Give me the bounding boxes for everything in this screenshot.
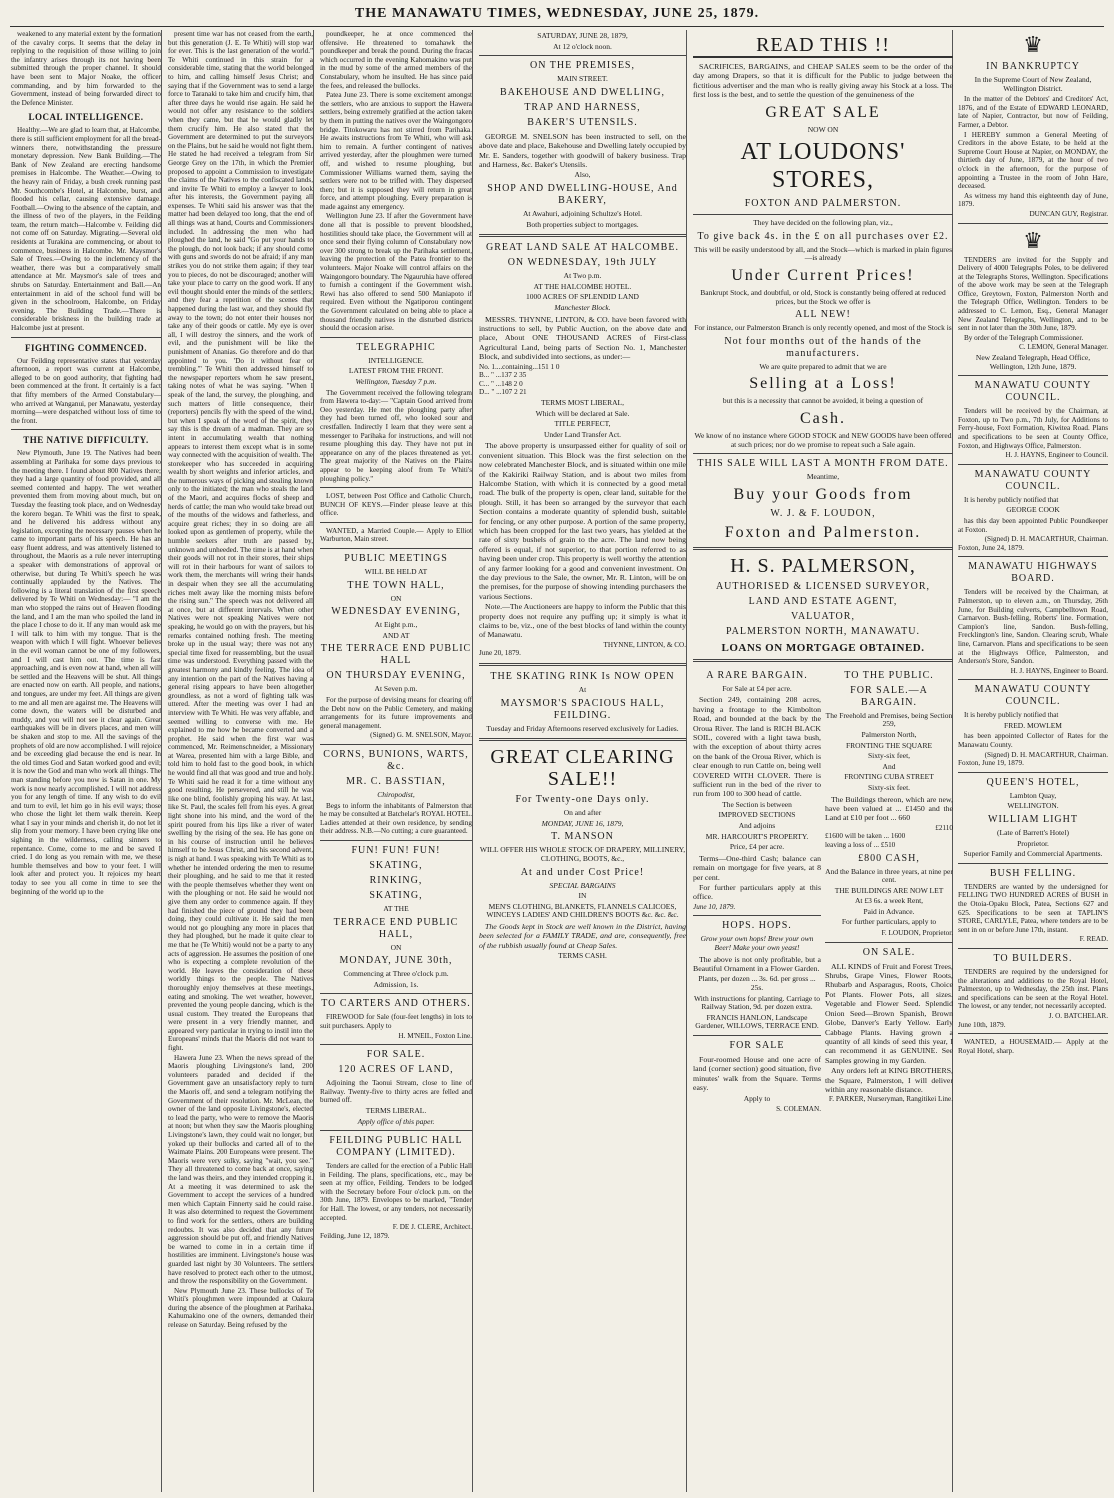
ad-line: Tuesday and Friday Afternoons reserved exclusively for Ladies. <box>486 723 679 733</box>
ad-text: Terms—One-third Cash; balance can remain on mortgage for five years, at 8 per cent. <box>693 853 821 882</box>
divider <box>479 234 686 237</box>
ad-line: Proprietor. <box>1017 838 1049 848</box>
divider <box>958 863 1108 864</box>
ad-signature: H. J. HAYNS, Engineer to Council. <box>1005 451 1108 460</box>
ad-line: Buy your Goods from <box>733 485 913 503</box>
ad-line: Selling at a Loss! <box>749 375 897 393</box>
masthead: THE MANAWATU TIMES, WEDNESDAY, JUNE 25, 1879. <box>10 4 1104 27</box>
ad-line: VALUATOR, <box>791 610 855 622</box>
feilding-hall-heading: FEILDING PUBLIC HALL COMPANY (LIMITED). <box>329 1135 463 1159</box>
divider <box>693 659 953 662</box>
ad-line: Meantime, <box>806 472 840 482</box>
ad-signature: S. COLEMAN. <box>776 1105 821 1114</box>
split-right <box>825 667 953 1114</box>
wanted-housemaid-ad: WANTED, a HOUSEMAID.— Apply at the Royal Hotel, sharp. <box>958 1038 1108 1055</box>
corns-heading: CORNS, BUNIONS, WARTS, &c. <box>323 749 469 772</box>
hops-heading: HOPS. HOPS. <box>722 920 792 932</box>
ad-text: The Buildings thereon, which are new, have been valued at ... £1450 and the Land at £10 per foot ... 660 <box>825 794 953 823</box>
ad-line: FRONTING CUBA STREET <box>844 772 934 782</box>
ad-line: PALMERSTON NORTH, MANAWATU. <box>726 625 920 637</box>
ad-line: W. J. & F. LOUDON, <box>770 507 876 519</box>
ad-line: ON <box>390 942 402 952</box>
ad-line: MAYSMOR'S SPACIOUS HALL, FEILDING. <box>500 697 665 721</box>
divider <box>479 55 686 56</box>
ad-text: Any orders left at KING BROTHERS, the Square, Palmerston, I will deliver within any reasonable distance. <box>825 1066 953 1094</box>
ad-line: They have decided on the following plan, viz., <box>753 218 893 228</box>
ad-date: June 20, 1879. <box>479 649 521 658</box>
ad-line: For Twenty-one Days only. <box>515 794 650 806</box>
local-intelligence-text: Healthy.—We are glad to learn that, at Halcombe, there is still sufficient employment for all the bread-winners there, notwithstanding the pressure monetary depression. New Bank Building.—The Bank of New Zealand are erecting handsome premises in Halcombe. The Weather.—Owing to the heavy rain of Friday, a bush creek running past Mr. Southcombe's Hotel, at Halcombe, burst, and flooded his cellar, causing extensive damage. Football.—Owing to the absence of the captain, and the illness of two of the players, in the Feilding team, the return match—Halcombe v. Feilding did not come off on Saturday. Migrating.—Several old residents at Turakina are commencing, or about to commence, business in Halcombe. Mr. Maysmor's Sale of Trees.—Owing to the inclemency of the weather, there was but a comparatively small attendance at Mr. Maysmor's sale of trees and shrubs on Saturday. Entertainment and Ball.—An entertainment in aid of the school fund will be given in the schoolroom, Halcombe, on Friday evening. The Building Trade.—There is considerable briskness in the building trade at Halcombe just at present. <box>11 126 161 332</box>
column-1 <box>8 30 164 1492</box>
ad-line: At and under Cost Price! <box>520 866 645 878</box>
ad-line: Foxton and Palmerston. <box>724 523 922 541</box>
ad-line: MEN'S CLOTHING, BLANKETS, FLANNELS CALICOES, WINCEYS LADIES' AND CHILDREN'S BOOTS &c. &c. &c. <box>486 901 679 920</box>
ad-line: Apply to <box>743 1093 771 1103</box>
ad-line: IMPROVED SECTIONS <box>718 810 796 820</box>
ad-signature: THYNNE, LINTON, & CO. <box>603 640 686 649</box>
ad-line: At Seven p.m. <box>374 684 418 694</box>
ad-date: Feilding, June 12, 1879. <box>320 1231 390 1240</box>
divider <box>958 772 1108 773</box>
ad-line: Grow your own hops! Brew your own Beer! Make your own yeast! <box>700 934 814 952</box>
divider <box>958 1033 1108 1034</box>
ad-line: Apply office of this paper. <box>357 1116 435 1126</box>
ad-line: The Freehold and Premises, being Section 259, <box>825 710 953 729</box>
ad-text: Four-roomed House and one acre of land (corner section) good situation, five minutes' walk from the Square. Terms easy. <box>693 1054 821 1093</box>
ad-text: For the purpose of devising means for clearing off the Debt now on the Public Cemetery, and making arrangements for its future improvements and general management. <box>320 696 472 730</box>
telegraphic-text: The Government received the following telegram from Hawera to-day:— "Captain Good arrived from Oeo yesterday. He met the ploughing party after they had been turned off, who looked sour and crestfallen. Indirectly I learn that they were sent a messenger to Parihaka for instructions, and will not resume ploughing this day. They have not put in appearance on any of the places threatened as yet. The great majority of the Natives on the Plains appear to be keeping aloof from Te Whiti's ploughing policy." <box>320 388 472 483</box>
royal-crest-icon: ♛ <box>1023 227 1043 253</box>
ad-line: ON WEDNESDAY, 19th JULY <box>507 257 658 269</box>
ad-line: MAIN STREET. <box>557 74 608 84</box>
ad-line: AND AT <box>382 630 410 640</box>
native-difficulty-text: New Plymouth, June 19. The Natives had been assembling at Parihaka for some days previous to the meeting there. I found about 800 Natives there; they had a large quantity of food provided, and all seemed contented and happy. The wet weather prevented them from moving about much, but on Tuesday the feasting took place, and on Wednesday the korero began. Te Whiti was the first to speak, and he delivered his address without any legislation, excepting the necessary pauses when he came to important parts of his speech. He has an easy fluent address, and was attentively listened to throughout, the Maoris as a rule never interrupting a speaker with demonstrations of approval or otherwise, but during Te Whiti's speech he was continually applauded by the Natives. The following is a literal translation of the first speech delivered by Te Whiti on Wednesday:— "I am the man who stopped the rains out of Heaven flooding the land, and I am the man who spoiled the land in the place I chose to do it. If any man would ask me I will talk to him with my tongue. That is the weapon with which I will fight. Whoever believes in the evil woman cannot be one of my followers, and I will cast him out. The time is fast approaching, and is even now at hand, when all will be settled and the Heavens will be shut. All things are enacted now on earth. All people, and nations, and tongues, are under my feet. All things are given to me and all men are against me. The Heavens will come down, the waters will be disturbed and muddy, and you will not see it clear again. Great earthquakes will be in divers places, and men will be shaken and stop to me. All the savings of the prophets of old are now accomplished. I will rejoice and be exceeding glad because the end is near. In the old times God and Satan worked good and evil; it is now the God and man who work all things. The man standing before you now is Satan in one. My work is now nearly accomplished. I will not address you for any length of time. If any wish to do evil and turn to evil, let him go in his evil ways; those who chose the light let them walk therein. Keep what I say in your minds and cherish it, do not let it slip from your memory. I have been crying like one sighing in the wilderness, calling sinners to repentance. Come, come to me and be saved I cried. I do long as you remain with me, we these humble themselves and bow to your feet. I will look after and protect you. It rejoices my heart today to see you all come in time to see the beginning of the world up to the <box>11 449 161 896</box>
ad-line: Also, <box>574 170 591 180</box>
ad-line: Price, £4 per acre. <box>729 842 785 852</box>
divider <box>11 429 161 430</box>
ad-line: TERMS LIBERAL. <box>365 1105 427 1115</box>
for-sale-heading: FOR SALE. <box>366 1049 426 1061</box>
ad-line: TITLE PERFECT, <box>554 419 611 429</box>
ad-line: but this is a necessity that cannot be avoided, it being a question of <box>722 396 924 406</box>
ad-line: Cash. <box>800 409 846 427</box>
ad-line: AUTHORISED & LICENSED SURVEYOR, <box>715 580 931 592</box>
divider <box>693 214 953 215</box>
ad-text: Tenders will be received by the Chairman, at Foxton, up to Two p.m., 7th July, for Additions to Ferry-house, Foxt Formation, Kiwitea Road. Plans and specifications to be seen at County Office, Foxton, and Highways Office, Palmerston. <box>958 407 1108 450</box>
ad-text: As witness my hand this eighteenth day of June, 1879. <box>958 191 1108 209</box>
ad-line: FOXTON AND PALMERSTON. <box>744 198 902 210</box>
section-row: No. 1....containing...151 1 0 <box>479 362 560 371</box>
ad-line: With instructions for planting. Carriage to Railway Station, 9d. per dozen extra. <box>694 993 820 1012</box>
ad-text: Adjoining the Taonui Stream, close to line of Railway. Twenty-five to thirty acres are felled and burned off. <box>320 1079 472 1105</box>
fun-heading: FUN! FUN! FUN! <box>351 844 441 856</box>
ad-line: £800 CASH, <box>858 852 920 864</box>
ad-text: The above is not only profitable, but a Beautiful Ornament in a Flower Garden. <box>693 954 821 973</box>
divider <box>320 840 472 841</box>
ad-line: THE TERRACE END PUBLIC HALL <box>320 643 472 667</box>
ad-line: New Zealand Telegraph, Head Office, Wellington, 12th June, 1879. <box>975 353 1091 371</box>
divider <box>958 223 1108 224</box>
ad-line: THIS SALE WILL LAST A MONTH FROM DATE. <box>697 458 949 470</box>
ad-line: MR. C. BASSTIAN, <box>346 776 446 787</box>
divider <box>693 547 953 550</box>
ad-line: Chiropodist, <box>377 790 415 799</box>
hotel-heading: QUEEN'S HOTEL, <box>986 776 1080 788</box>
column-4 <box>476 30 689 1492</box>
telegraphic-heading: TELEGRAPHIC <box>356 341 436 353</box>
ad-text: For further particulars apply at this office. <box>693 883 821 902</box>
ad-line: Bankrupt Stock, and doubtful, or old, Stock is constantly being offered at reduced prices, but the Stock we offer is <box>700 288 946 306</box>
article-text: Patea June 23. There is some excitement amongst the settlers, who are anxious to support the Hawera settlers, being extremely gratified at the action taken by them in putting the natives over the Waingongoro bridge. Titokowaru has not stirred from Parihaka. He awaits instructions from Te Whiti, who will ask him to remain. A further contingent of natives arrived yesterday, after the ploughmen were turned off, and wished to resume ploughing, but Commissioner Williams warned them, saying the settlers were not to be trifled with. They dispersed then; but it is supposed they will return in great force, and attempt ploughing. Every preparation is made against any emergency. <box>320 91 472 211</box>
divider <box>958 948 1108 949</box>
ad-line: Superior Family and Commercial Apartments. <box>963 849 1103 859</box>
ad-line: IN <box>578 891 587 901</box>
divider <box>479 663 686 666</box>
ad-line: T. MANSON <box>551 831 614 843</box>
ad-line: At Awahuri, adjoining Schultze's Hotel. <box>523 209 642 218</box>
ad-text: ALL KINDS of Fruit and Forest Trees, Shrubs, Grape Vines, Flower Roots, Rhubarb and Asparagus, Roots, Choice Pot Plants. Flower Pots, all sizes. Vegetable and Flower Seed. Splendid Onion Seed—Brown Spanish, Brown Globe, Danver's Early Yellow. Early Cabbage Plants. Having grown a quantity of all kinds of seed this year, I can recommend it as GENUINE. See Samples growing in my Garden. <box>825 961 953 1065</box>
council-heading: MANAWATU COUNTY COUNCIL. <box>974 468 1092 492</box>
ad-line: TERMS MOST LIBERAL, <box>541 397 624 407</box>
divider <box>693 453 953 454</box>
ad-line: THE TOWN HALL, <box>347 579 445 591</box>
skating-rink-heading: THE SKATING RINK Is NOW OPEN <box>490 671 675 683</box>
ad-line: BAKER'S UTENSILS. <box>527 116 638 128</box>
ad-line: Which will be declared at Sale. <box>535 408 630 418</box>
ad-line: 120 ACRES OF LAND, <box>338 1064 454 1076</box>
lost-keys-ad: LOST, between Post Office and Catholic Church, BUNCH OF KEYS.—Finder please leave at this office. <box>320 492 472 518</box>
ad-line: Plants, per dozen ... 3s. 6d. per gross ... 25s. <box>698 974 816 992</box>
divider <box>958 556 1108 557</box>
ad-line: £1600 will be taken ... 1600 <box>825 832 906 841</box>
ad-line: THE BUILDINGS ARE NOW LET <box>834 885 944 895</box>
fighting-text: Our Feilding representative states that yesterday afternoon, a report was current at Halcombe, alleged to be on good authority, that fighting had been commenced at the front. It certainly is a fact that fifty members of the Armed Constabulary—who arrived at Wanganui, per Manawatu, yesterday morning—were despatched without loss of time to the front. <box>11 356 161 425</box>
ad-line: BAKEHOUSE AND DWELLING, <box>500 86 665 98</box>
ad-line: 1000 ACRES OF SPLENDID LAND <box>526 292 639 302</box>
ad-text: I HEREBY summon a General Meeting of Creditors in the above Estate, to be held at the Supreme Court House at Napier, on MONDAY, the thirtieth day of June, 1879, at the hour of two o'clock in the afternoon, for the purpose of appointing a Trustee in the room of John Hare, deceased. <box>958 130 1108 191</box>
ad-line: SKATING, <box>369 859 423 871</box>
ad-text: It is hereby publicly notified that <box>964 711 1059 720</box>
ad-line: For instance, our Palmerston Branch is only recently opened, and most of the Stock is <box>694 323 952 333</box>
divider <box>320 487 472 488</box>
read-this-heading: READ THIS !! <box>693 34 953 58</box>
ad-line: And adjoins <box>738 821 776 830</box>
ad-line: SATURDAY, JUNE 28, 1879, <box>537 31 628 40</box>
ad-line: The Section is between <box>722 799 792 809</box>
ad-line: FRED. MOWLEM <box>1004 720 1062 730</box>
ad-text: Note.—The Auctioneers are happy to inform the Public that this property does not require any puffing up; it simply is what it claims to be, viz., one of the best blocks of land within the county of Manawatu. <box>479 602 686 640</box>
native-difficulty-heading: THE NATIVE DIFFICULTY. <box>23 435 149 446</box>
council-heading: MANAWATU COUNTY COUNCIL. <box>974 684 1092 708</box>
ad-text: The Goods kept in Stock are well known in the District, having been selected for a FAMILY TRADE, and are, consequently, free of the rubbish usually found at Cheap Sales. <box>479 922 686 950</box>
ad-text: It is hereby publicly notified that <box>964 495 1059 504</box>
ad-date: June 10, 1879. <box>693 902 736 911</box>
ad-line: Sixty-six feet, <box>867 751 911 761</box>
divider <box>958 679 1108 680</box>
ad-line: £2110 <box>935 823 953 832</box>
public-meetings-heading: PUBLIC MEETINGS <box>344 553 448 565</box>
ad-signature: F. READ. <box>1079 935 1108 944</box>
ad-line: WILLIAM LIGHT <box>988 814 1078 826</box>
divider <box>320 522 472 523</box>
on-sale-heading: ON SALE. <box>862 946 916 958</box>
council-heading: MANAWATU COUNTY COUNCIL. <box>974 380 1092 404</box>
divider <box>693 915 821 916</box>
ad-text: TENDERS are invited for the Supply and Delivery of 4000 Telegraphs Poles, to be delivered at the Telegraphs Stores, Wellington. Specifications of the above work may be seen at the Telegraph Office, Greytown, Foxton, Palmerston North and the Telegraph Office, Wellington. Tenders to be addressed to C. Lemon, Esq., General Manager New Zealand Telegraphs, Wellington, and to be sent in not later than the 30th June, 1879. <box>958 255 1108 333</box>
ad-line: AT THE HALCOMBE HOTEL. <box>533 281 632 291</box>
ad-text: By order of the Telegraph Commissioner. <box>964 333 1084 342</box>
ad-line: This will be easily understood by all, and the Stock—which is marked in plain figures—is already <box>693 244 953 263</box>
ad-line: NOW ON <box>807 124 839 134</box>
divider <box>958 375 1108 376</box>
article-text: present time war has not ceased from the earth, but this generation (J. E. Te Whiti) will stop war for ever. This is the last generation of the world." Te Whiti continued in this strain for a considerable time, stating that the world belonged to him, and calling himself Jesus Christ; and saying that if the Government was to send a large force to Taranaki to take him and crucify him, that after three days he would rise again. He said he would not offer any resistance to the soldiers when they came, but that he would gladly let them crucify him. He also stated that the Government are determined to put the surveyors on the Plains, but he said he would not fight them. He stated he had received a telegram from Sir George Grey on the 17th, in which the Premier proposed to appoint a Commission to investigate the claims of the Natives to the confiscated lands, and invite Te Whiti to employ a lawyer to look after his interests, the Government paying all expenses. Te Whiti said his answer was that the matter had been delayed too long, that the end of all things was at hand, Courts and Commissioners included. In addressing the men who had ploughed the land, he said "Go put your hands to the plough, do not look back; if any should come with guns and swords do not be afraid; if any man strikes you do not strike them again; if they tear you to pieces, do not be discouraged; another will take your place to carry on the good work. If any evil thought should enter the minds of the settlers; and they fear a repetition of the scenes that happened during the last war, and they should fly away to the town; do not enter their houses nor take any of their goods or cattle. My eye is over all, I will destroy the sinners, and the work of evil, and the punishment will be like the punishment of Ananias. Go therefore and do that appointed to you. 'Do it without fear or trembling.'" Te Whiti then addressed himself to the newspaper reporters whom he saw present, taking notes of what he was saying. "When I speak of the land, the survey, the ploughing, and such matters of little consequence, their (reporters) pencils fly with the speed of the wind, but when I speak of the word of the spirit, they say this is the dream of a madman. They are so intent in accumulating wealth that nothing appears to interest them except what is in some way connected with the acquisition of wealth. The storekeeper who has succeeded in acquiring wealth by short weights and inferior articles, and the numerous ways of picking and stealing known only to the initiated; the man who steals the land of the Maori, and acquires flocks of sheep and herds of cattle; the man who would take bread out of the mouths of the widows and fatherless, and acquire great riches; they in so doing are all looked upon as gentlemen of property, while the humble seekers after truth are passed by, unknown and unheeded. The time is at hand when their goods will not rot in their stores, their ships will rot in their harbours for want of sailors to work them, the merchants will wring their hands in despair when they see all the accumulating riches melt away like the morning mists before the rising sun." The speech was not delivered all at once, but at different intervals. When other Natives were not speaking Natives were not speaking, he would go on with the prayers, but his remarks contained nothing fresh. The meeting broke up in the usual way; there was not any special time fixed for reassembling, but the usual time was understood. Everything passed with the greatest harmony and kindly feeling. The idea of any intention on the part of the Natives having a general rising appears to have been altogether groundless, as not a word of fighting talk was uttered. After the meeting was over I had an interview with Te Whiti. He was very affable, and seemed willing to converse with me. He explained to me how he became converted and a prophet. He said when the first war was commenced, Mr. Reimenschneider, a Missionary at Warea, presented him with a large Bible, and told him to hold fast to the good book, in which he would find all that was good and true and holy. Te Whiti said he read it for a time without any good resulting. He persevered, and still he was like one blind, foolishly groping his way. At last, like St. Paul, the scales fell from his eyes. A great light shone into his mind, and the word of the spirit poured from his lips like a river of water swelling by the rising of the sea. He has gone on in his course of instruction until he believes himself to be Jesus Christ, and his second advent, is nigh at hand. I was speaking with Te Whiti as to whether he intended ordering the men to resume their ploughing, and he said to me that it rested with the people themselves whether they went on with the ploughing or not. He said he would not give them any order to commence again. If they had finished the piece of ground they had been doing, they could cultivate it. He said the men would not go ploughing any more in places that they had ploughed, but he made it quite clear to me that he (Te Whiti) would not be a party to any acts of aggression. He assumes the position of one who is expecting a complete revolution of the world. He leaves the consideration of these worldly things to the people. The Natives thoroughly enjoy themselves at these meetings, eating and smoking. The wet weather, however, prevented the young people dancing, which is the usual custom. They treated the Europeans that were present in a very friendly manner, and appeared very particular in trying to instil into the Europeans' minds that the Maoris did not want to fight. <box>168 30 313 1053</box>
divider <box>320 744 472 745</box>
ad-line: And <box>882 761 896 771</box>
ad-line: Under Land Transfer Act. <box>543 429 622 439</box>
ad-line: SPECIAL BARGAINS <box>549 880 616 890</box>
ad-line: Admission, 1s. <box>373 979 419 989</box>
ad-signature: F. LOUDON, Proprietor. <box>881 929 953 938</box>
divider <box>479 738 686 741</box>
ad-line: For Sale at £4 per acre. <box>722 683 792 693</box>
great-clearing-sale-heading: GREAT CLEARING SALE!! <box>490 746 675 791</box>
ad-text: TENDERS are required by the undersigned for the alterations and additions to the Royal Hotel, Palmerston, up to Wednesday, the 25th inst. Plans and specifications can be seen at the Royal Hotel. The lowest, or any tender, not necessarily accepted. <box>958 967 1108 1011</box>
divider <box>693 1035 821 1036</box>
bankruptcy-heading: IN BANKRUPTCY <box>986 61 1080 72</box>
ad-line: We know of no instance where GOOD STOCK and NEW GOODS have been offered at such prices; nor do we promise to repeat such a Sale again. <box>694 430 952 449</box>
ad-line: MONDAY, JUNE 30th, <box>339 955 453 967</box>
ad-line: TERMS CASH. <box>558 951 607 961</box>
ad-signature: DUNCAN GUY, Registrar. <box>1029 209 1108 218</box>
ad-line: To give back 4s. in the £ on all purchases over £2. <box>697 230 949 242</box>
ad-text: Tenders will be received by the Chairman, at Palmerston, up to eleven a.m., on Thursday, 26th June, for Building culverts, Campbelltown Road, Carnarvon. Bush-felling, Roberts' line. Formation, Campion's line, Sandon. Bush-felling, Frecklington's line, Sandon. Clearing scrub, Whale line, Carnarvon. Plans and specifications to be seen at the Highways Office, Palmerston, and Anderson's Store, Sandon. <box>958 588 1108 666</box>
ad-date: June 10th, 1879. <box>958 1020 1006 1029</box>
divider <box>320 337 472 338</box>
ad-text: FIREWOOD for Sale (four-feet lengths) in lots to suit purchasers. Apply to <box>320 1013 472 1030</box>
ad-date: Foxton, June 19, 1879. <box>958 759 1024 768</box>
ad-line: Paid in Advance. <box>863 906 915 916</box>
divider <box>320 1044 472 1045</box>
ad-line: (Late of Barrett's Hotel) <box>997 828 1069 838</box>
section-row: D... " ...107 2 21 <box>479 388 527 397</box>
ad-signature: (Signed) D. H. MACARTHUR, Chairman. <box>984 750 1108 759</box>
to-the-public-heading: TO THE PUBLIC. <box>844 669 934 681</box>
article-text: poundkeeper, he at once commenced the offensive. He threatened to tomahawk the poundkeeper and break the pound. During the fracas which occurred in the evening Kahomakino was put in the mud by some of the armed members of the Constabulary, whom he insulted. He has since paid the fees, and released the bullocks. <box>320 30 472 90</box>
ad-signature: H. J. HAYNS, Engineer to Board. <box>1010 666 1108 675</box>
wanted-couple-ad: WANTED, a Married Couple.— Apply to Elliot Warburton, Main street. <box>320 526 472 544</box>
ad-line: Palmerston North, <box>861 729 917 739</box>
ad-text: has this day been appointed Public Poundkeeper at Foxton. <box>958 516 1108 534</box>
ad-line: And the Balance in three years, at nine per cent. <box>825 866 953 885</box>
ad-text: Begs to inform the inhabitants of Palmerston that he may be consulted at Batchelar's ROYAL HOTEL. Ladies attended at their own residence, by sending their address. N.B.—No cutting; a cure guaranteed. <box>320 801 472 836</box>
ad-text: GEORGE M. SNELSON has been instructed to sell, on the above date and place, Bakehouse and Dwelling lately occupied by Mr. E. Sanders, together with goodwill of bakery business. Trap and Harness, &c. Baker's Utensils. <box>479 131 686 169</box>
ad-line: ON <box>390 593 402 603</box>
ad-line: LOANS ON MORTGAGE OBTAINED. <box>721 641 925 654</box>
ad-date: Foxton, June 24, 1879. <box>958 543 1024 552</box>
article-intro: weakened to any material extent by the formation of the cavalry corps. It seems that the delay in replying to the requisition of those willing to join the infantry arises through its not having been submitted through the proper channel. It should have been sent to Major Noake, the officer commanding, and by him forwarded to the Government, instead of being forwarded direct to the Defence Minister. <box>11 30 161 107</box>
ad-line: For further particulars, apply to <box>841 917 937 927</box>
ad-text: SACRIFICES, BARGAINS, and CHEAP SALES seem to be the order of the day among Drapers, so that it is difficult for the Public to judge between the fictitious advertiser and the man who is really giving away his Stock at a loss. The first loss is the best, and to settle the question of the genuineness of the <box>693 62 953 100</box>
ad-text: The above property is unsurpassed either for quality of soil or convenient situation. This Block was the first selection on the now celebrated Manchester Block, and is situated within one mile of the Kakiriki Railway Station, and is about two miles from Halcombe Station, with which it is connected by a good metal road. The bulk of the property is open, clear land, suitable for the plough. Still, it has been so arranged by the surveyor that each Section contains a moderate quantity of splendid bush, suitable for fencing, or any other purpose. A portion of the same property, which has been cropped for the last two years, has yielded at the rate of sixty bushels of grain to the acre. The land now being offered is equal, if not superior, to that portion referred to as having been under crop. This property is well worthy the attention of any farmer looking for a good and convenient investment. On the day previous to the Sale, the owner, Mr. R. Linton, will be on the premises, for the purpose of showing intending purchasers the various Sections. <box>479 441 686 601</box>
telegraphic-subheading: INTELLIGENCE. <box>368 355 424 365</box>
local-intelligence-heading: LOCAL INTELLIGENCE. <box>28 112 144 123</box>
palmerson-heading: H. S. PALMERSON, <box>730 554 916 577</box>
section-row: C... " ...148 2 0 <box>479 379 523 388</box>
ad-line: Both properties subject to mortgages. <box>526 219 639 229</box>
ad-line: Under Current Prices! <box>731 267 915 284</box>
ad-line: Commencing at Three o'clock p.m. <box>343 969 449 979</box>
ad-line: LAND AND ESTATE AGENT, <box>748 595 898 607</box>
ad-line: Manchester Block. <box>554 302 611 312</box>
ad-line: TERRACE END PUBLIC HALL, <box>333 916 459 940</box>
article-text: New Plymouth June 23. These bullocks of Te Whiti's ploughmen were impounded at Oakura during the absence of the ploughmen at Parihaka. Kahumakino one of the owners, demanded their release on Saturday. Being refused by the <box>168 1286 313 1330</box>
column-6 <box>955 30 1111 1492</box>
ad-line: WILL BE HELD AT <box>364 567 428 577</box>
ad-line: At £3 6s. a week Rent, <box>854 896 924 906</box>
royal-crest-icon: ♛ <box>1023 32 1043 57</box>
ad-line: At Eight p.m., <box>374 620 418 630</box>
ad-line: Lambton Quay, <box>1009 790 1057 800</box>
ad-signature: (Signed) D. H. MACARTHUR, Chairman. <box>984 535 1108 544</box>
ad-line: WILL OFFER HIS WHOLE STOCK OF DRAPERY, MILLINERY, CLOTHING, BOOTS, &c., <box>479 845 686 864</box>
ad-line: In the Supreme Court of New Zealand, Wellington District. <box>974 75 1092 93</box>
carters-heading: TO CARTERS AND OTHERS. <box>321 998 471 1010</box>
split-ads <box>693 667 953 1114</box>
divider <box>11 337 161 338</box>
ad-line: GREAT SALE <box>765 103 881 121</box>
ad-line: WEDNESDAY EVENING, <box>331 606 461 618</box>
ad-line: MONDAY, JUNE 16, 1879, <box>541 818 624 828</box>
dateline: Wellington, Tuesday 7 p.m. <box>355 376 437 386</box>
article-text: Hawera June 23. When the news spread of the Maoris ploughing Livingstone's land, 200 volunteers paraded and decided if the Government gave an unsatisfactory reply to turn the Maoris off, and send a telegram notifying the Government of their resolution. Mr. McLean, the owner of the land opposite Livingstone's, elected to lead the party, who were to remove the Maoris at noon; but when they saw the Maoris ploughing Livingstone's lawn, they could wait no longer, but yoked up their bullocks and carted all of to the Waimate Plains. 200 Europeans were present. The Maoris were very sulky, saying "wait, you see." They all threatened to come back at once, saying the land was theirs, and they intended cropping it. At a meeting it was determined to ask the Government to accept the services of a hundred men which Captain Finnerty said he could raise. It was also determined to request the Government to find work for the settlers, others are building redoubts. It was also decided that any future aggression should be put off, and friendly Natives be warned to come in in a certain time if hostilities are imminent. Livingstone's house was guarded last night by 30 Volunteers. The settlers have resolved to protect each other to the utmost, and throw the responsibility on the Government. <box>168 1053 313 1286</box>
ad-signature: F. DE J. CLERE, Architect. <box>392 1223 472 1232</box>
ad-signature: (Signed) G. M. SNELSON, Mayor. <box>370 731 472 740</box>
builders-heading: TO BUILDERS. <box>993 952 1073 964</box>
ad-line: At <box>578 685 587 695</box>
ad-line: ON THE PREMISES, <box>530 60 635 72</box>
highways-heading: MANAWATU HIGHWAYS BOARD. <box>968 561 1098 585</box>
ad-text: Section 249, containing 208 acres, having a frontage to the Kimbolton Road, and bounded at the back by the Oroua River. The land is RICH BLACK SOIL, covered with a light tawa bush, with the exception of about thirty acres on the bank of the Oroua River, which is clear enough to run Cattle on, being well COVERED WITH CLOVER. There is sufficient run in the bed of the river to run from 100 to 300 head of cattle. <box>693 695 821 799</box>
ad-signature: C. LEMON, General Manager. <box>1018 343 1108 352</box>
ad-line: TRAP AND HARNESS, <box>524 101 641 113</box>
ad-text: has been appointed Collector of Rates for the Manawatu County. <box>958 732 1108 750</box>
fighting-heading: FIGHTING COMMENCED. <box>25 342 147 353</box>
section-row: B... " ...137 2 35 <box>479 371 527 380</box>
ad-line: Sixty-six feet. <box>867 782 911 792</box>
loudons-heading: AT LOUDONS' STORES, <box>740 139 906 194</box>
ad-line: ALL NEW! <box>795 309 851 321</box>
ad-line: leaving a loss of ... £510 <box>825 840 896 849</box>
great-land-sale-heading: GREAT LAND SALE AT HALCOMBE. <box>486 242 679 254</box>
ad-line: RINKING, <box>369 874 423 886</box>
ad-line: GEORGE COOK <box>1006 505 1060 515</box>
divider <box>958 464 1108 465</box>
ad-line: ON THURSDAY EVENING, <box>326 670 466 682</box>
divider <box>320 993 472 994</box>
ad-line: SHOP AND DWELLING-HOUSE, And BAKERY, <box>487 183 678 206</box>
ad-signature: J. O. BATCHELAR. <box>1048 1011 1108 1020</box>
divider <box>825 942 953 943</box>
latest-from-front: LATEST FROM THE FRONT. <box>348 366 444 376</box>
article-text: Wellington June 23. If after the Government have done all that is possible to prevent bloodshed, hostilities should take place, the Government will at once send their flying column of Constabulary now over 300 strong to break up the Parihaka settlement, leaving the protection of the Patea frontier to the volunteers. Major Noake will control affairs on the Waingongoro boundary. The Ngauruhia have offered to furnish a contingent if the Government wish. Rewi has also offered to send 500 Maniapoto if required. Even without the Ngatiporou contingent the Government calculated on being able to place a thousand friendly natives in the disturbed districts should the occasion arise. <box>320 212 472 333</box>
rare-bargain-heading: A RARE BARGAIN. <box>706 669 808 681</box>
ad-line: WELLINGTON. <box>1007 801 1059 811</box>
divider <box>320 548 472 549</box>
ad-line: Not four months out of the hands of the manufacturers. <box>724 335 922 359</box>
ad-line: At Two p.m. <box>563 271 602 281</box>
ad-text: TENDERS are wanted by the undersigned for FELLING TWO HUNDRED ACRES of BUSH in the Otoia-Opaku Block, Patea, Sections 627 and 625. Specifications to be seen at TAPLIN'S STORE, CARLYLE, Patea, where tenders are to be sent in on or before June 17th, instant. <box>958 882 1108 934</box>
column-2 <box>165 30 316 1492</box>
ad-text: Tenders are called for the erection of a Public Hall in Feilding. The plans, specifications, etc., may be seen at my office, Feilding. Tenders to be lodged with the Secretary before Four o'clock p.m. on the 30th June, 1879. Envelopes to be marked, "Tender for Hall. The lowest, or any tenders, not necessarily accepted. <box>320 1162 472 1222</box>
ad-line: On and after <box>563 808 602 818</box>
for-sale-heading: FOR SALE <box>729 1039 785 1051</box>
split-left <box>693 667 821 1114</box>
ad-signature: H. M'NEIL, Foxton Line. <box>398 1031 472 1040</box>
ad-line: AT THE <box>383 903 409 913</box>
divider <box>320 1130 472 1131</box>
ad-line: We are quite prepared to admit that we are <box>759 361 887 371</box>
ad-text: In the matter of the Debtors' and Creditors' Act, 1876, and of the Estate of EDWARD LEONARD, late of Napier, Contractor, but now of Feilding, Farmer, a Debtor. <box>958 95 1108 129</box>
ad-line: SKATING, <box>369 889 423 901</box>
ad-line: At 12 o'clock noon. <box>553 41 612 51</box>
bush-felling-heading: BUSH FELLING. <box>989 867 1077 879</box>
ad-line: MR. HARCOURT'S PROPERTY. <box>705 831 809 841</box>
ad-signature: F. PARKER, Nurseryman, Rangitikei Line. <box>828 1095 953 1104</box>
column-5 <box>690 30 956 1492</box>
ad-text: MESSRS. THYNNE, LINTON, & CO. have been favored with instructions to sell, by Public Auction, on the above date and place, About ONE THOUSAND ACRES of First-class Agricultural Land, being parts of Section No. 1, Manchester Block, and subdivided into sections, as under:— <box>479 314 686 362</box>
column-3 <box>317 30 475 1492</box>
ad-line: FOR SALE.—A BARGAIN. <box>850 684 928 708</box>
ad-line: FRONTING THE SQUARE <box>845 740 933 750</box>
ad-signature: FRANCIS HANLON, Landscape Gardener, WILLOWS, TERRACE END. <box>695 1012 819 1031</box>
